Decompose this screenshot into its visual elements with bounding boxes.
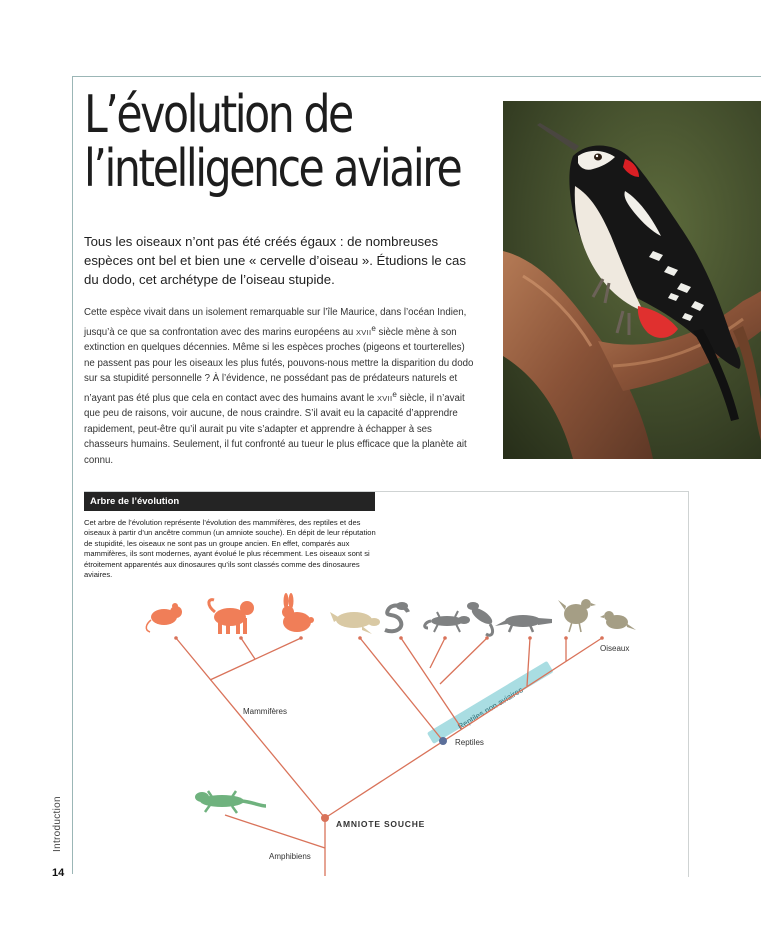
branch-mammals-rabbit [210, 638, 301, 680]
body-part-2: siècle mène à son extinction en quelques décennies. Même si les espèces proches (pigeons et tourterelles) ne passent pas pour les oiseaux les plus futés, pouvons-nous mettre la disparition du dodo sur sa stupidité personnelle ? À l’évidence, ne possédant pas de prédateurs naturels et n’ayant pas été plus que cela en contact avec des humains avant le [84, 326, 474, 404]
label-amphibians: Amphibiens [269, 852, 311, 861]
branch-tuatara [440, 638, 487, 684]
branch-mammals-main [176, 638, 325, 818]
tree-caption: Cet arbre de l’évolution représente l’évolution des mammifères, des reptiles et des oiseaux à partir d’un ancêtre commun (un amniote souche). En dépit de leur réputation de stupidité, les oiseaux ne sont pas un groupe ancien. En effet, comparés aux mammifères, ils sont modernes, ayant évolué le plus récemment. Les oiseaux sont si étroitement apparentés aux dinosaures qu’ils sont classés comme des dinosaures aviaires. [84, 518, 376, 580]
body-part-1: Cette espèce vivait dans un isolement remarquable sur l’île Maurice, dans l’océan Indien, jusqu’à ce que sa confrontation avec des marins européens au [84, 307, 467, 338]
tip-dot-turtle [358, 636, 362, 640]
snake-icon [385, 602, 408, 631]
branch-amphibian [225, 815, 325, 848]
tree-header: Arbre de l’évolution [84, 492, 375, 511]
section-side-label: Introduction [52, 796, 63, 852]
sparrow-icon [600, 611, 636, 630]
title-line-1: L’évolution de [84, 85, 352, 145]
tip-dot-monkey [239, 636, 243, 640]
turtle-icon [330, 612, 380, 634]
page-number: 14 [52, 867, 65, 879]
tip-dot-croc [528, 636, 532, 640]
monkey-icon [209, 600, 254, 634]
century-1: XVII [355, 327, 372, 337]
branch-snake [401, 638, 462, 729]
century-2: XVII [376, 393, 393, 403]
chicken-icon [558, 599, 596, 632]
label-reptiles: Reptiles [455, 738, 484, 747]
rabbit-icon [282, 593, 314, 632]
branch-mammals-monkey [241, 638, 255, 659]
branch-lizard [430, 638, 445, 668]
non-avian-reptiles-band [427, 661, 554, 744]
label-mammals: Mammifères [243, 707, 288, 716]
lead-paragraph: Tous les oiseaux n’ont pas été créés égaux : de nombreuses espèces ont bel et bien une « cervelle d’oiseau ». Étudions le cas du dodo, cet archétype de l’oiseau stupide. [84, 234, 466, 287]
label-birds: Oiseaux [600, 644, 630, 653]
mouse-icon [146, 603, 182, 632]
tip-dot-mouse [174, 636, 178, 640]
tip-dot-snake [399, 636, 403, 640]
reptiles-node [439, 737, 447, 745]
label-stem-amniote: AMNIOTE SOUCHE [336, 819, 426, 829]
label-non-avian-reptiles: Reptiles non aviaires [456, 685, 525, 732]
amphibian-icon [195, 791, 266, 813]
tip-dots [174, 636, 604, 640]
branch-turtle [360, 638, 443, 741]
tip-dot-chicken [564, 636, 568, 640]
tip-dot-sparrow [600, 636, 604, 640]
branch-reptiles-main [325, 638, 602, 818]
tip-dot-tuatara [485, 636, 489, 640]
century-1-sup: e [371, 323, 376, 333]
crocodile-icon [495, 615, 552, 632]
body-part-3: siècle, il n’avait que peu de raisons, voir aucune, de nous craindre. S’il avait eu la capacité d’apprendre rapidement, peut-être qu’il aurait pu vite s’adapter et apprendre à échapper à ses chasseurs humains. Seulement, il fut confronté au tueur le plus efficace que la planète ait connu. [84, 392, 467, 466]
title-line-2: l’intelligence aviaire [84, 139, 461, 199]
tip-dot-lizard [443, 636, 447, 640]
tuatara-icon [467, 602, 495, 635]
stem-amniote-node [321, 814, 329, 822]
lizard-icon [425, 611, 470, 632]
tip-dot-rabbit [299, 636, 303, 640]
century-2-sup: e [392, 389, 397, 399]
